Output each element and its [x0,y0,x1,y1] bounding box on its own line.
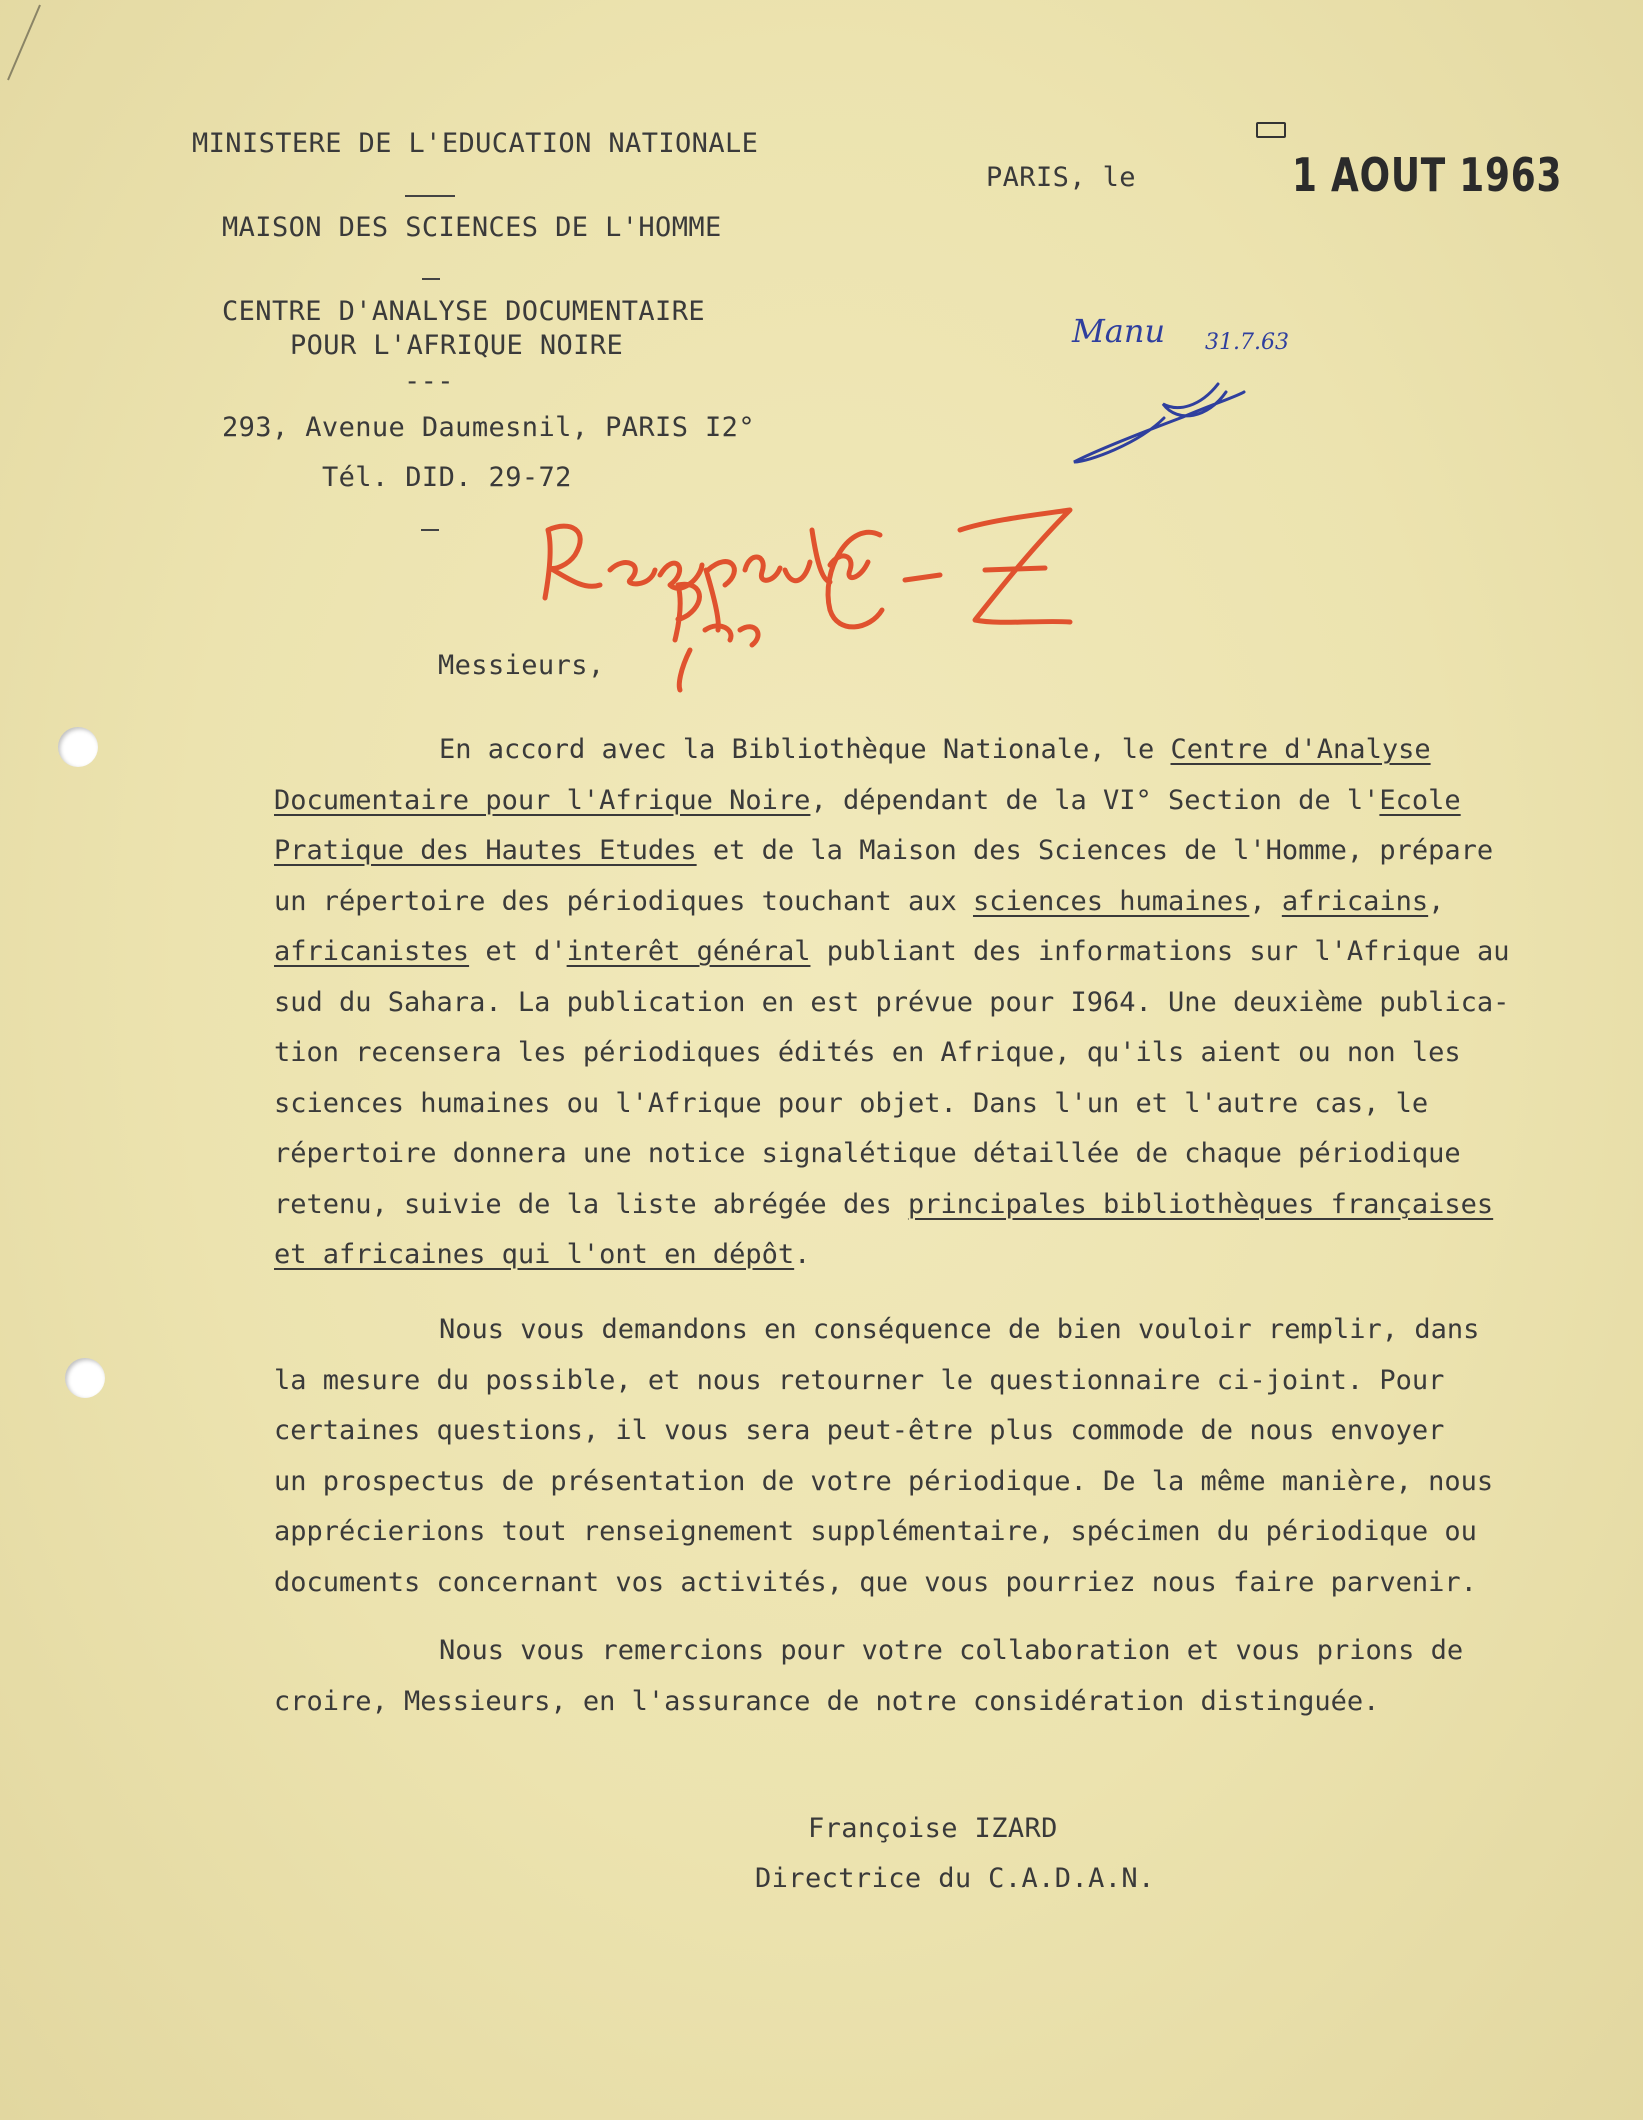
paragraph-1 [274,725,1544,1281]
paragraph-line: En accord avec la Bibliothèque Nationale, le Centre d'Analyse [439,734,1431,765]
separator-line [405,195,455,197]
signatory-title: Directrice du C.A.D.A.N. [755,1863,1155,1894]
paragraph-line: Pratique des Hautes Etudes et de la Maison des Sciences de l'Homme, prépare [274,835,1494,866]
paragraph-line: Nous vous demandons en conséquence de bien vouloir remplir, dans [439,1314,1480,1345]
place-label: PARIS, le [986,162,1136,193]
paragraph-line: tion recensera les périodiques édités en Afrique, qu'ils aient ou non les [274,1037,1461,1068]
centre-heading-line2: POUR L'AFRIQUE NOIRE [290,330,624,361]
signatory-name: Françoise IZARD [808,1813,1058,1844]
paragraph-2 [274,1305,1544,1608]
paragraph-line: africanistes et d'interêt général publiant des informations sur l'Afrique au [274,936,1510,967]
corner-fold-mark [0,0,60,100]
centre-heading-line1: CENTRE D'ANALYSE DOCUMENTAIRE [222,296,706,327]
paragraph-line: croire, Messieurs, en l'assurance de notre considération distinguée. [274,1685,1380,1717]
punch-hole-top [58,727,98,767]
paragraph-line: la mesure du possible, et nous retourner le questionnaire ci-joint. Pour [274,1364,1445,1396]
paragraph-3 [274,1626,1544,1727]
paragraph-line: Documentaire pour l'Afrique Noire, dépendant de la VI° Section de l'Ecole [274,784,1461,816]
paragraph-line: répertoire donnera une notice signalétique détaillée de chaque périodique [274,1138,1461,1169]
separator-line [422,278,440,280]
separator-dashes: --- [404,366,454,397]
address: 293, Avenue Daumesnil, PARIS I2° [222,412,755,443]
paragraph-line: documents concernant vos activités, que vous pourriez nous faire parvenir. [274,1566,1477,1598]
blue-handwritten-date: 31.7.63 [1205,330,1289,355]
paragraph-line: retenu, suivie de la liste abrégée des principales bibliothèques françaises [274,1188,1494,1220]
paragraph-line: Nous vous remercions pour votre collaboration et vous prions de [439,1635,1464,1666]
paragraph-line: un répertoire des périodiques touchant aux sciences humaines, africains, [274,885,1445,917]
salutation: Messieurs, [438,650,605,681]
paragraph-line: sciences humaines ou l'Afrique pour objet. Dans l'un et l'autre cas, le [274,1087,1429,1119]
paragraph-line: un prospectus de présentation de votre périodique. De la même manière, nous [274,1465,1494,1497]
ministry-heading: MINISTERE DE L'EDUCATION NATIONALE [192,128,759,159]
red-pencil-strokes [530,510,1130,710]
maison-heading: MAISON DES SCIENCES DE L'HOMME [222,212,722,243]
paragraph-line: sud du Sahara. La publication en est prévue pour I964. Une deuxième publica- [274,986,1510,1018]
punch-hole-bottom [65,1358,105,1398]
blue-initials-signature [1068,372,1268,482]
date-stamp: 1 AOUT 1963 [1292,148,1563,202]
blue-handwritten-note: Manu [1072,312,1166,350]
paragraph-line: et africaines qui l'ont en dépôt. [274,1239,811,1270]
phone: Tél. DID. 29-72 [322,462,572,493]
paragraph-line: apprécierions tout renseignement supplémentaire, spécimen du périodique ou [274,1516,1477,1547]
date-stamp-mark [1256,122,1286,138]
paragraph-line: certaines questions, il vous sera peut-être plus commode de nous envoyer [274,1415,1445,1446]
separator-line [421,529,439,531]
